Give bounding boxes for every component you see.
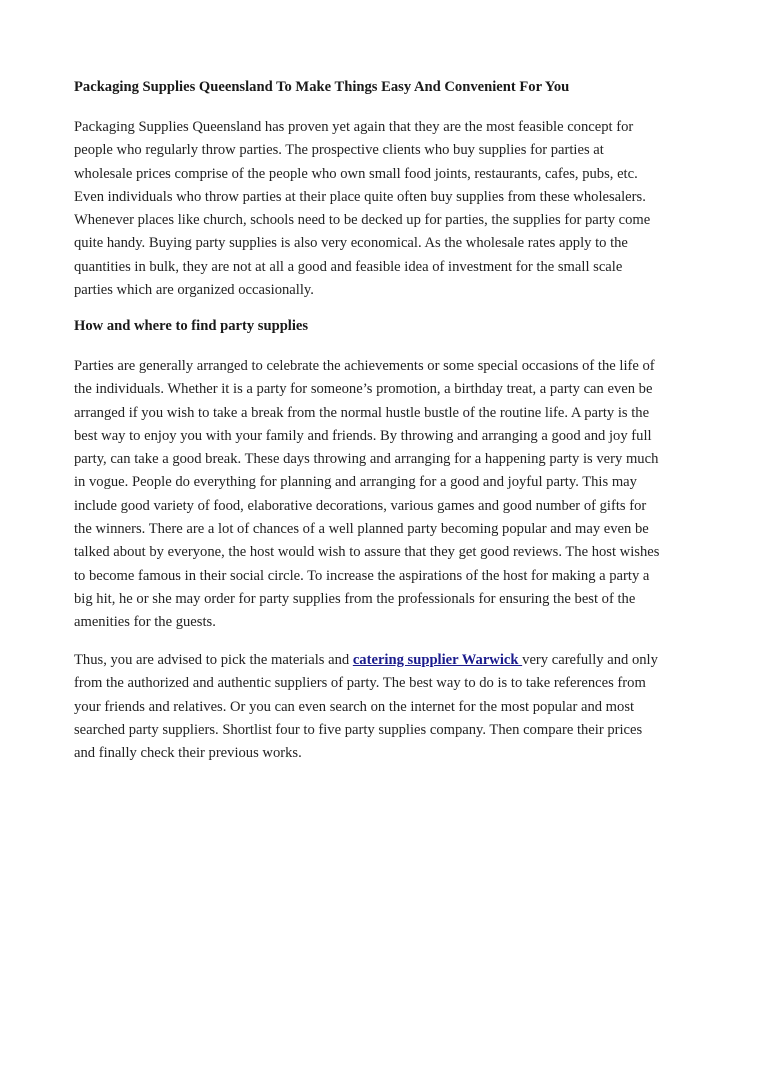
paragraph-line: Parties are generally arranged to celebrate the achievements or some special occasions of the life of (74, 358, 655, 374)
paragraph-line: Packaging Supplies Queensland has proven yet again that they are the most feasible concept for (74, 119, 634, 135)
section-heading: How and where to find party supplies (74, 318, 309, 334)
paragraph-advice (74, 649, 658, 765)
paragraph-line: to become famous in their social circle. To increase the aspirations of the host for making a party a (74, 567, 650, 584)
paragraph-line: quite handy. Buying party supplies is also very economical. As the wholesale rates apply to the (74, 235, 628, 252)
paragraph-line: from the authorized and authentic suppliers of party. The best way to do is to take references from (74, 675, 646, 692)
paragraph-line: people who regularly throw parties. The prospective clients who buy supplies for parties at (74, 142, 604, 159)
paragraph-line: Even individuals who throw parties at their place quite often buy supplies from these wholesalers. (74, 188, 646, 205)
catering-supplier-link[interactable]: catering supplier Warwick (352, 652, 523, 668)
paragraph-line: the individuals. Whether it is a party for someone’s promotion, a birthday treat, a party can even be (74, 381, 653, 398)
paragraph-find-supplies (74, 355, 659, 635)
paragraph-intro (74, 116, 650, 302)
paragraph-line: talked about by everyone, the host would wish to assure that they get good reviews. The host wishes (74, 544, 660, 561)
paragraph-line: searched party suppliers. Shortlist four to five party supplies company. Then compare their prices (74, 721, 643, 738)
paragraph-line: Thus, you are advised to pick the materials and catering supplier Warwick very carefully and only (74, 652, 658, 668)
paragraph-line: parties which are organized occasionally. (74, 282, 314, 299)
paragraph-line: include good variety of food, elaborative decorations, various games and good number of gifts for (74, 497, 647, 514)
paragraph-line: best way to enjoy you with your family and friends. By throwing and arranging a good and joy full (74, 427, 652, 444)
paragraph-line: amenities for the guests. (74, 614, 216, 631)
paragraph-line: your friends and relatives. Or you can even search on the internet for the most popular and most (74, 698, 635, 715)
paragraph-line: in vogue. People do everything for planning and arranging for a good and joyful party. This may (74, 474, 637, 491)
paragraph-line: arranged if you wish to take a break from the normal hustle bustle of the routine life. A party is the (74, 404, 650, 421)
paragraph-line: wholesale prices comprise of the people who own small food joints, restaurants, cafes, pubs, etc. (74, 165, 638, 182)
paragraph-line: and finally check their previous works. (74, 745, 302, 762)
paragraph-line: the winners. There are a lot of chances of a well planned party becoming popular and may even be (74, 521, 649, 538)
paragraph-line: Whenever places like church, schools need to be decked up for parties, the supplies for party come (74, 212, 651, 229)
paragraph-line: quantities in bulk, they are not at all a good and feasible idea of investment for the small scale (74, 258, 623, 275)
document-title: Packaging Supplies Queensland To Make Things Easy And Convenient For You (74, 79, 570, 95)
paragraph-line: party, can take a good break. These days throwing and arranging for a happening party is very much (74, 451, 659, 468)
paragraph-line: big hit, he or she may order for party supplies from the professionals for ensuring the best of the (74, 590, 636, 607)
